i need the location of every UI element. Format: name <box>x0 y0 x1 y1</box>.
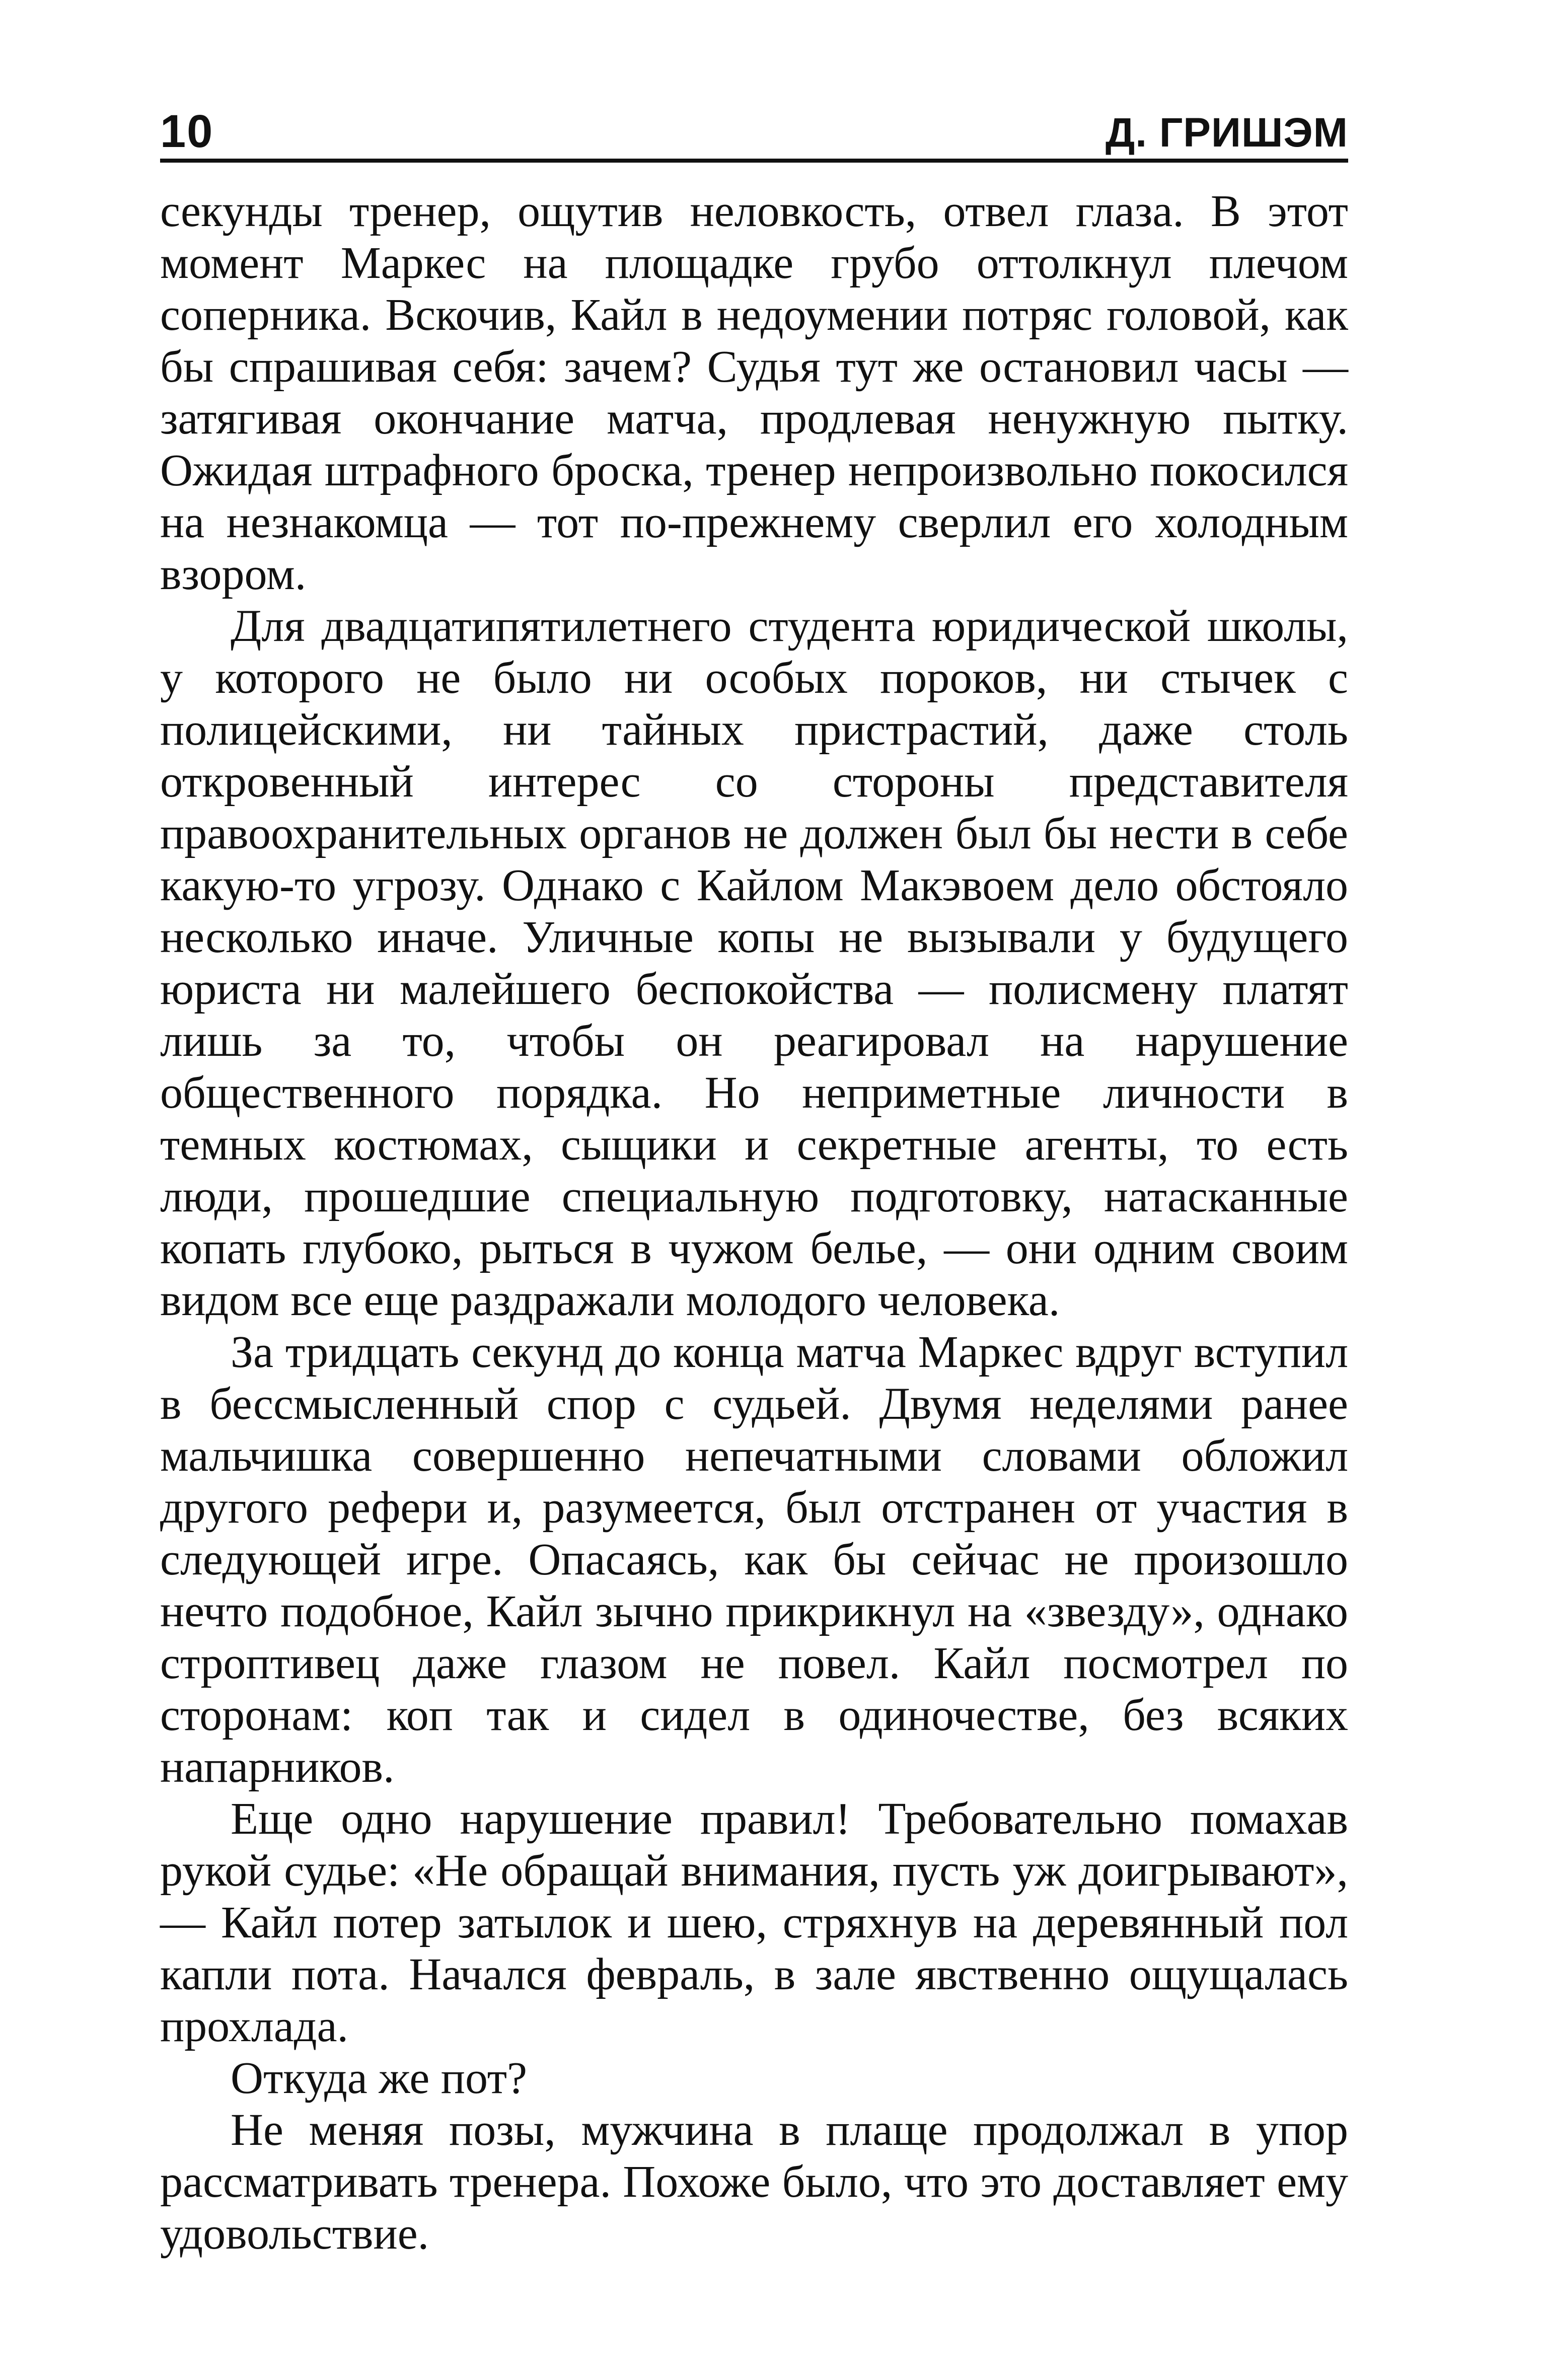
paragraph: Еще одно нарушение правил! Требовательно помахав рукой судье: «Не обращай внимания, пусть уж доигрывают», — Кайл потер затылок и шею, стряхнув на деревянный пол капли пота. Начался февраль, в зале явственно ощущалась прохлада. <box>160 1794 1348 2051</box>
paragraph: За тридцать секунд до конца матча Маркес вдруг вступил в бессмысленный спор с судьей. Двумя неделями ранее мальчишка совершенно непечатными словами обложил другого рефери и, разумеется, был отстранен от участия в следующей игре. Опасаясь, как бы сейчас не произошло нечто подобное, Кайл зычно прикрикнул на «звезду», однако строптивец даже глазом не повел. Кайл посмотрел по сторонам: коп так и сидел в одиночестве, без всяких напарников. <box>160 1327 1348 1792</box>
running-header <box>160 103 1348 163</box>
paragraph-continued: секунды тренер, ощутив неловкость, отвел глаза. В этот момент Маркес на площадке грубо оттолкнул плечом соперника. Вскочив, Кайл в недоумении потряс головой, как бы спрашивая себя: зачем? Судья тут же остановил часы — затягивая окончание матча, продлевая ненужную пытку. Ожидая штрафного броска, тренер непроизвольно покосился на незнакомца — тот по-прежнему сверлил его холодным взором. <box>160 186 1348 599</box>
page-number: 10 <box>160 106 214 157</box>
paragraph: Откуда же пот? <box>231 2053 528 2103</box>
paragraph: Не меняя позы, мужчина в плаще продолжал в упор рассматривать тренера. Похоже было, что это доставляет ему удовольствие. <box>160 2105 1348 2259</box>
paragraph: Для двадцатипятилетнего студента юридической школы, у которого не было ни особых пороков, ни стычек с полицейскими, ни тайных пристрастий, даже столь откровенный интерес со стороны представителя правоохранительных органов не должен был бы нести в себе какую-то угрозу. Однако с Кайлом Макэвоем дело обстояло несколько иначе. Уличные копы не вызывали у будущего юриста ни малейшего беспокойства — полисмену платят лишь за то, чтобы он реагировал на нарушение общественного порядка. Но неприметные личности в темных костюмах, сыщики и секретные агенты, то есть люди, прошедшие специальную подготовку, натасканные копать глубоко, рыться в чужом белье, — они одним своим видом все еще раздражали молодого человека. <box>160 601 1348 1325</box>
running-header-author: Д. ГРИШЭМ <box>1105 110 1348 156</box>
body-text <box>160 185 1348 2260</box>
